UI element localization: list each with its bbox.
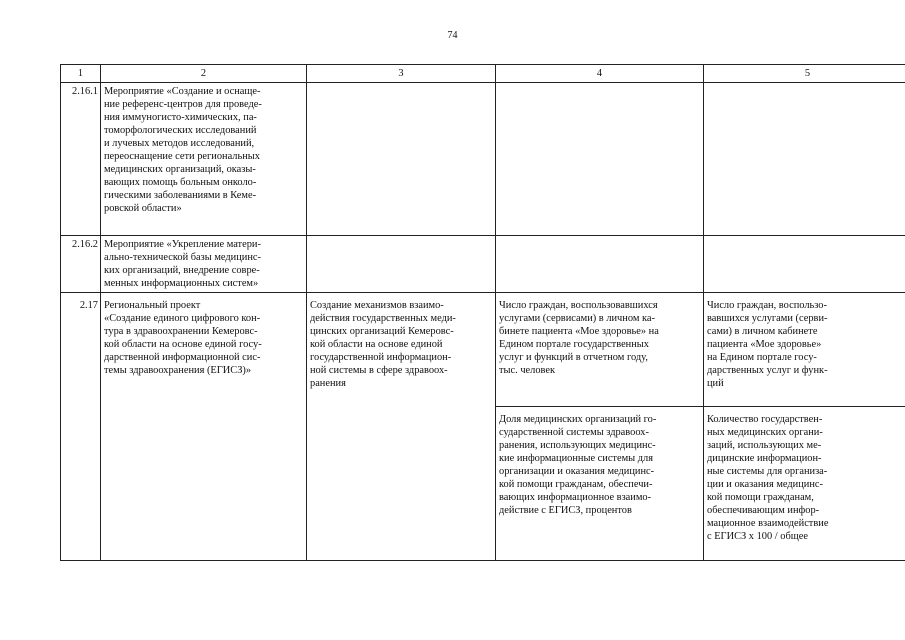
column-number-row [61,65,905,83]
row-number: 2.17 [61,293,101,561]
page-number: 74 [447,30,458,41]
column-number-3: 3 [307,65,496,83]
activity-cell: Мероприятие «Укрепление матери- ально-технической базы медицинс- ких организаций, внедрение совре- менных информационных систем» [101,236,307,293]
table-row-2-16-1 [61,83,905,236]
column-number-1: 1 [61,65,101,83]
row-number: 2.16.2 [61,236,101,293]
column-number-2: 2 [101,65,307,83]
column-number-4: 4 [496,65,704,83]
mechanism-cell: Создание механизмов взаимо- действия государственных меди- цинских организаций Кемеровс- кой области на основе единой государственной информацион- ной системы в сфере здравоох- ранения [307,293,496,561]
mechanism-cell [307,83,496,236]
calculation-cell [704,83,905,236]
column-number-5: 5 [704,65,905,83]
activity-cell: Мероприятие «Создание и оснаще- ние референс-центров для проведе- ния иммуногисто-химических, па- томорфологических исследований и лучевых методов исследований, переоснащение сети региональных медицинских организаций, оказы- вающих помощь больным онколо- гическими заболеваниями в Кеме- ровской области» [101,83,307,236]
table-row-2-17 [61,293,905,407]
row-number: 2.16.1 [61,83,101,236]
table-row-2-16-2 [61,236,905,293]
mechanism-cell [307,236,496,293]
calculation-cell: Количество государствен- ных медицинских органи- заций, использующих ме- дицинские информацион- ные системы для организа- ции и оказания медицинс- кой помощи гражданам, обеспечивающим инфор- мационное взаимодействие с ЕГИСЗ х 100 / общее [704,407,905,561]
calculation-cell: Число граждан, воспользо- вавшихся услугами (серви- сами) в личном кабинете пациента «Мое здоровье» на Едином портале госу- дарственных услуг и функ- ций [704,293,905,407]
calculation-cell [704,236,905,293]
indicator-cell: Число граждан, воспользовавшихся услугами (сервисами) в личном ка- бинете пациента «Мое здоровье» на Едином портале государственных услуг и функций в отчетном году, тыс. человек [496,293,704,407]
activity-cell: Региональный проект «Создание единого цифрового кон- тура в здравоохранении Кемеровс- кой области на основе единой госу- дарственной информационной сис- темы здравоохранения (ЕГИСЗ)» [101,293,307,561]
indicator-cell [496,83,704,236]
indicator-cell: Доля медицинских организаций го- сударственной системы здравоох- ранения, использующих медицинс- кие информационные системы для организации и оказания медицинс- кой помощи гражданам, обеспечи- вающих информационное взаимо- действие с ЕГИСЗ, процентов [496,407,704,561]
indicator-cell [496,236,704,293]
program-table [60,64,905,561]
